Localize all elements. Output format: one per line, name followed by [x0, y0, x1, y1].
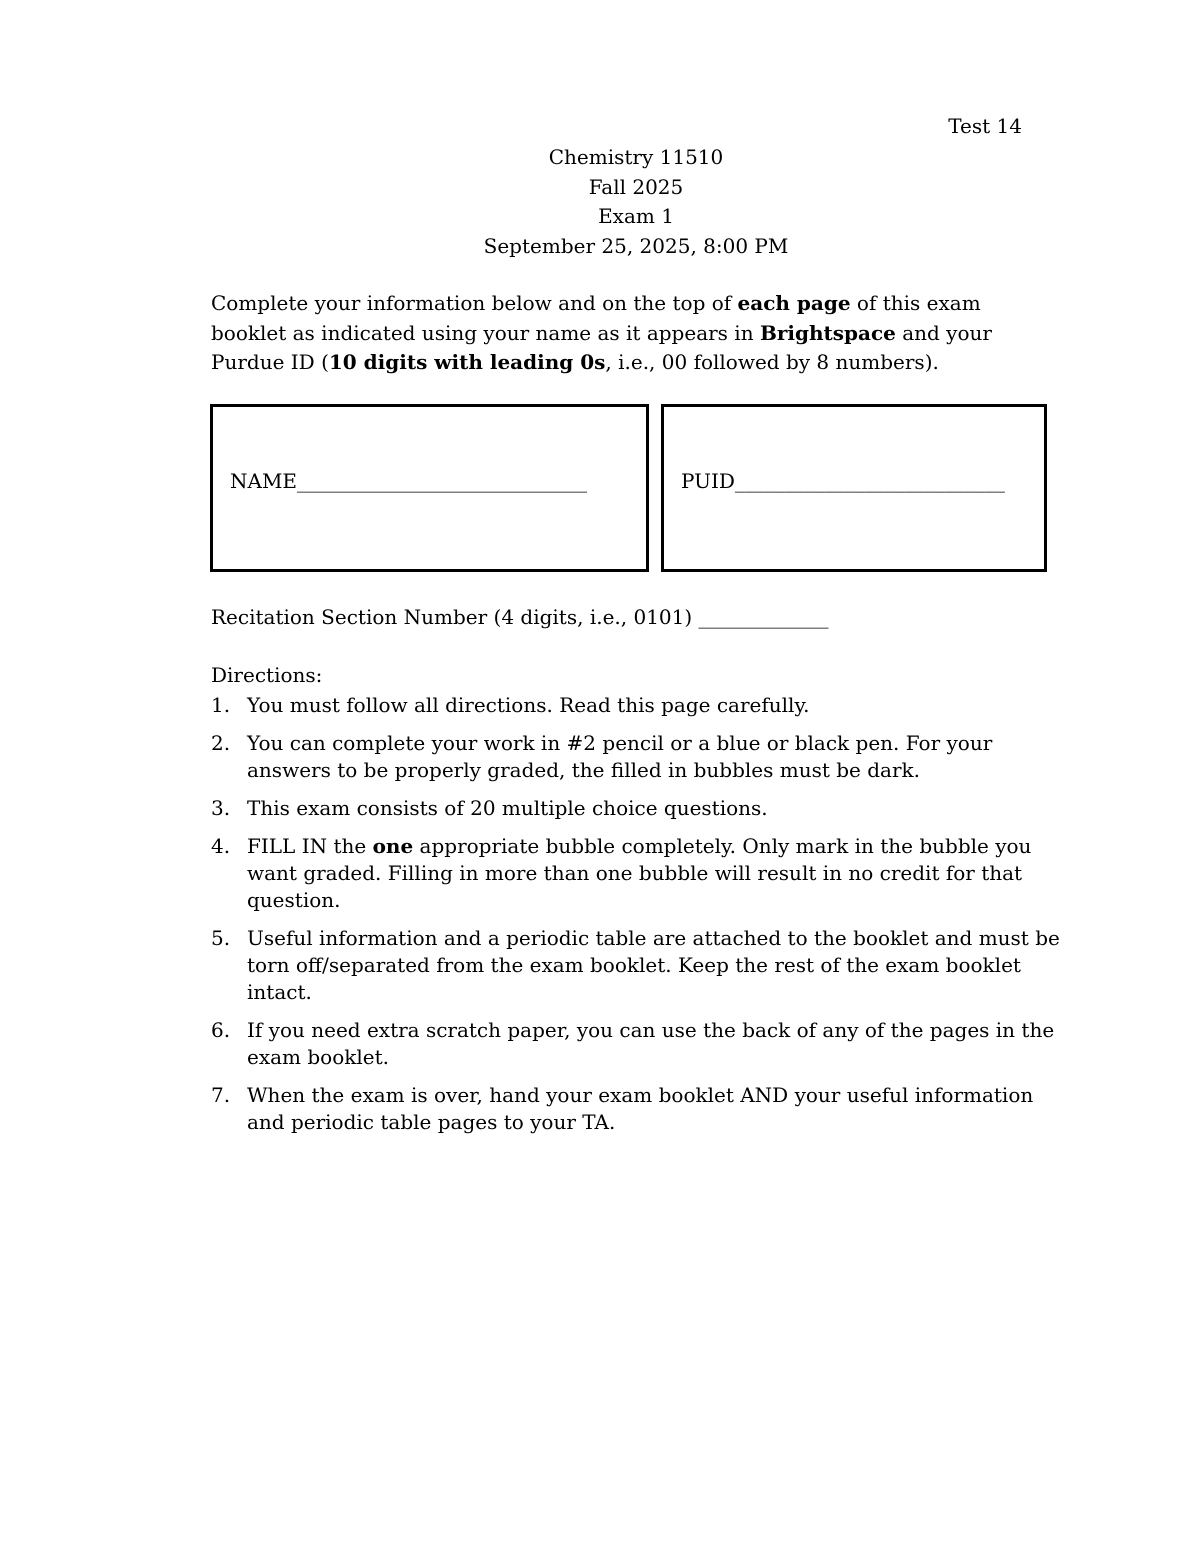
direction-item — [211, 1017, 1061, 1071]
puid-field: PUID___________________________ — [681, 469, 1005, 493]
direction-text: If you need extra scratch paper, you can use the back of any of the pages in the exam booklet. — [247, 1018, 1055, 1069]
direction-item — [211, 730, 1061, 784]
direction-text: This exam consists of 20 multiple choice questions. — [247, 796, 768, 820]
intro-text-4: , i.e., 00 followed by 8 numbers). — [605, 350, 939, 374]
direction-number: 4. — [211, 834, 231, 858]
direction-item — [211, 692, 1061, 719]
directions-title: Directions: — [211, 663, 323, 687]
direction-item — [211, 795, 1061, 822]
direction-text-pre: FILL IN the — [247, 834, 373, 858]
exam-title: Exam 1 — [598, 204, 674, 228]
direction-item — [211, 925, 1061, 1006]
direction-text: Useful information and a periodic table are attached to the booklet and must be torn off/separated from the exam booklet. Keep the rest of the exam booklet intact. — [247, 926, 1060, 1004]
direction-number: 7. — [211, 1083, 231, 1107]
test-number-label: Test 14 — [948, 114, 1022, 138]
name-box[interactable] — [210, 404, 649, 572]
intro-text-3: and your Purdue ID ( — [211, 320, 992, 374]
direction-number: 1. — [211, 693, 231, 717]
exam-header — [0, 143, 1200, 261]
intro-bold-digits: 10 digits with leading 0s — [328, 350, 606, 374]
direction-text: You must follow all directions. Read this page carefully. — [247, 693, 810, 717]
direction-text-post: appropriate bubble completely. Only mark in the bubble you want graded. Filling in more than one bubble will result in no credit for that question. — [247, 834, 1032, 912]
direction-number: 6. — [211, 1018, 231, 1042]
direction-number: 3. — [211, 796, 231, 820]
exam-date: September 25, 2025, 8:00 PM — [483, 233, 789, 258]
directions-list — [211, 692, 1061, 1147]
term: Fall 2025 — [588, 174, 684, 199]
direction-item — [211, 1082, 1061, 1136]
intro-paragraph — [211, 289, 1061, 378]
intro-bold-each-page: each page — [737, 291, 851, 315]
direction-number: 5. — [211, 926, 231, 950]
intro-bold-brightspace: Brightspace — [759, 320, 896, 345]
direction-number: 2. — [211, 731, 231, 755]
name-field: NAME_____________________________ — [230, 469, 588, 493]
puid-box[interactable] — [661, 404, 1047, 572]
direction-text-bold: one — [372, 834, 414, 858]
course-title: Chemistry 11510 — [548, 145, 724, 169]
direction-item — [211, 833, 1061, 914]
intro-text-1: Complete your information below and on the top of — [211, 291, 738, 315]
recitation-section-field: Recitation Section Number (4 digits, i.e., 0101) _____________ — [211, 605, 829, 629]
intro-text-2: of this exam booklet as indicated using your name as it appears in — [211, 291, 981, 345]
direction-text: When the exam is over, hand your exam booklet AND your useful information and periodic table pages to your TA. — [247, 1083, 1034, 1134]
direction-text: You can complete your work in #2 pencil or a blue or black pen. For your answers to be properly graded, the filled in bubbles must be dark. — [247, 731, 993, 782]
